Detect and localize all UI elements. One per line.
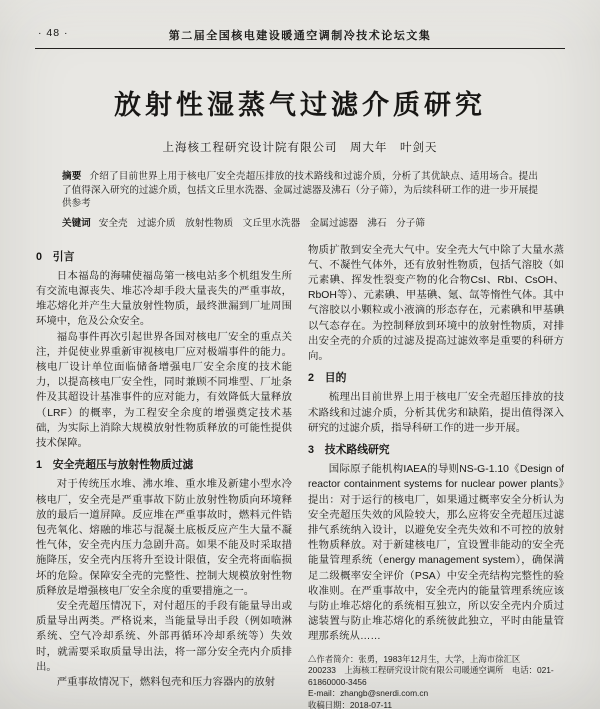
- paragraph: 福岛事件再次引起世界各国对核电厂安全的重点关注，并促使业界重新审视核电厂应对极端事件的能力。核电厂设计单位面临储备增强电厂安全余度的技术能力，以提高核电厂安全性，同时兼顾不同堆型、厂址条件及其超设计基准事件的应对能力，有效降低大量释放（LRF）的概率，为工程安全余度的增强奠定技术基础，为实际上消除大规模放射性物质释放的可能性提供技术保障。: [36, 331, 292, 449]
- column-right: [308, 243, 564, 709]
- keywords-text: 安全壳 过滤介质 放射性物质 文丘里水洗器 金属过滤器 沸石 分子筛: [98, 217, 425, 229]
- page-header: [0, 0, 600, 42]
- footnote-email: E-mail：zhangb@snerdi.com.cn: [308, 688, 429, 699]
- author-footnote: [308, 654, 564, 709]
- paragraph: 严重事故情况下，燃料包壳和压力容器内的放射: [56, 676, 275, 688]
- section-heading-1: 1 安全壳超压与放射性物质过滤: [36, 459, 194, 472]
- journal-header: 第二届全国核电建设暖通空调制冷技术论坛文集: [168, 30, 432, 42]
- header-rule: [35, 48, 565, 49]
- section-heading-0: 0 引言: [36, 250, 75, 263]
- page-number: · 48 ·: [38, 27, 69, 39]
- byline: 上海核工程研究设计院有限公司 周大年 叶剑天: [162, 142, 438, 154]
- abstract: [62, 170, 538, 211]
- footnote-line: △作者简介：张勇，1983年12月生，大学，上海市徐汇区: [308, 653, 521, 664]
- keywords: [62, 217, 538, 230]
- footnote-line: 61860000-3456: [308, 676, 367, 687]
- paragraph-continuation: 物质扩散到安全壳大气中。安全壳大气中除了大量水蒸气、不凝性气体外，还有放射性物质，包括气溶胶（如元素碘、挥发性裂变产物的化合物CsI、RbI、CsOH、RbOH等）、元素碘、甲基碘、氪、氙等惰性气体。其中气溶胶以小颗粒或小液滴的形态存在，元素碘和甲基碘以气态存在。为控制释放到环境中的放射性物质，对排出安全壳的介质的过滤及提高过滤效率是重要的科研方向。: [308, 244, 564, 362]
- section-heading-2: 2 目的: [308, 372, 347, 385]
- paragraph: 日本福岛的海啸使福岛第一核电站多个机组发生所有交流电源丧失、堆芯冷却手段大量丧失的严重事故，堆芯熔化并产生大量放射性物质，最终泄漏到厂址周围环境中，危及公众安全。: [36, 270, 292, 328]
- paper-title: 放射性湿蒸气过滤介质研究: [114, 90, 486, 120]
- section-heading-3: 3 技术路线研究: [308, 443, 390, 456]
- paragraph: 安全壳超压情况下，对付超压的手段有能量导出或质量导出两类。严格说来，当能量导出手段（例如喷淋系统、空气冷却系统、外部再循环冷却系统等）失效时，就需要采取质量导出法，将一部分安全壳内介质排出。: [36, 600, 292, 673]
- paragraph: 对于传统压水堆、沸水堆、重水堆及新建小型水冷核电厂，安全壳是严重事故下防止放射性物质向环境释放的最后一道屏障。反应堆在严重事故时，燃料元件锆包壳氧化、熔融的堆芯与混凝土底板反应产生大量不凝性气体，安全壳内压力急剧升高。如果不能及时采取措施降压，安全壳内压将升至设计限值，安全壳将面临损坏的危险。保障安全壳的完整性、控制大规模放射性物质释放是增强核电厂安全余度的重要措施之一。: [36, 479, 292, 597]
- abstract-label: 摘要: [62, 171, 82, 182]
- paragraph: 梳理出目前世界上用于核电厂安全壳超压排放的技术路线和过滤介质，分析其优劣和缺陷，提出值得深入研究的过滤介质，指导科研工作的进一步开展。: [308, 392, 564, 434]
- body-columns: [36, 243, 564, 709]
- keywords-label: 关键词: [62, 217, 91, 229]
- abstract-text: 介绍了目前世界上用于核电厂安全壳超压排放的技术路线和过滤介质，分析了其优缺点、适用场合。提出了值得深入研究的过滤介质，包括文丘里水洗器、金属过滤器及沸石（分子筛），为后续科研工作的进一步开展提供参考: [62, 171, 539, 209]
- footnote-received-date: 收稿日期：2018-07-11: [308, 699, 393, 709]
- column-left: [36, 243, 292, 709]
- paragraph: 国际原子能机构IAEA的导则NS-G-1.10《Design of reactor containment systems for nuclear power plants》提出：对于运行的核电厂，如果通过概率安全分析认为安全壳超压失效的风险较大，那么应将安全壳超压过滤排气系统纳入设计，以避免安全壳失效和不可控的放射性物质释放。对于新建核电厂，宜设置非能动的安全壳能量管理系统（energy management system），确保满足二级概率安全评价（PSA）中安全壳结构完整性的验收准则。在严重事故中，安全壳内的能量管理系统应该与防止堆芯熔化的系统相互独立，所以安全壳内介质过滤装置与防止堆芯熔化的系统彼此独立，平时由能量管理那系统从……: [308, 464, 564, 643]
- footnote-line: 200233 上海核工程研究设计院有限公司暖通空调所 电话：021-: [308, 665, 554, 676]
